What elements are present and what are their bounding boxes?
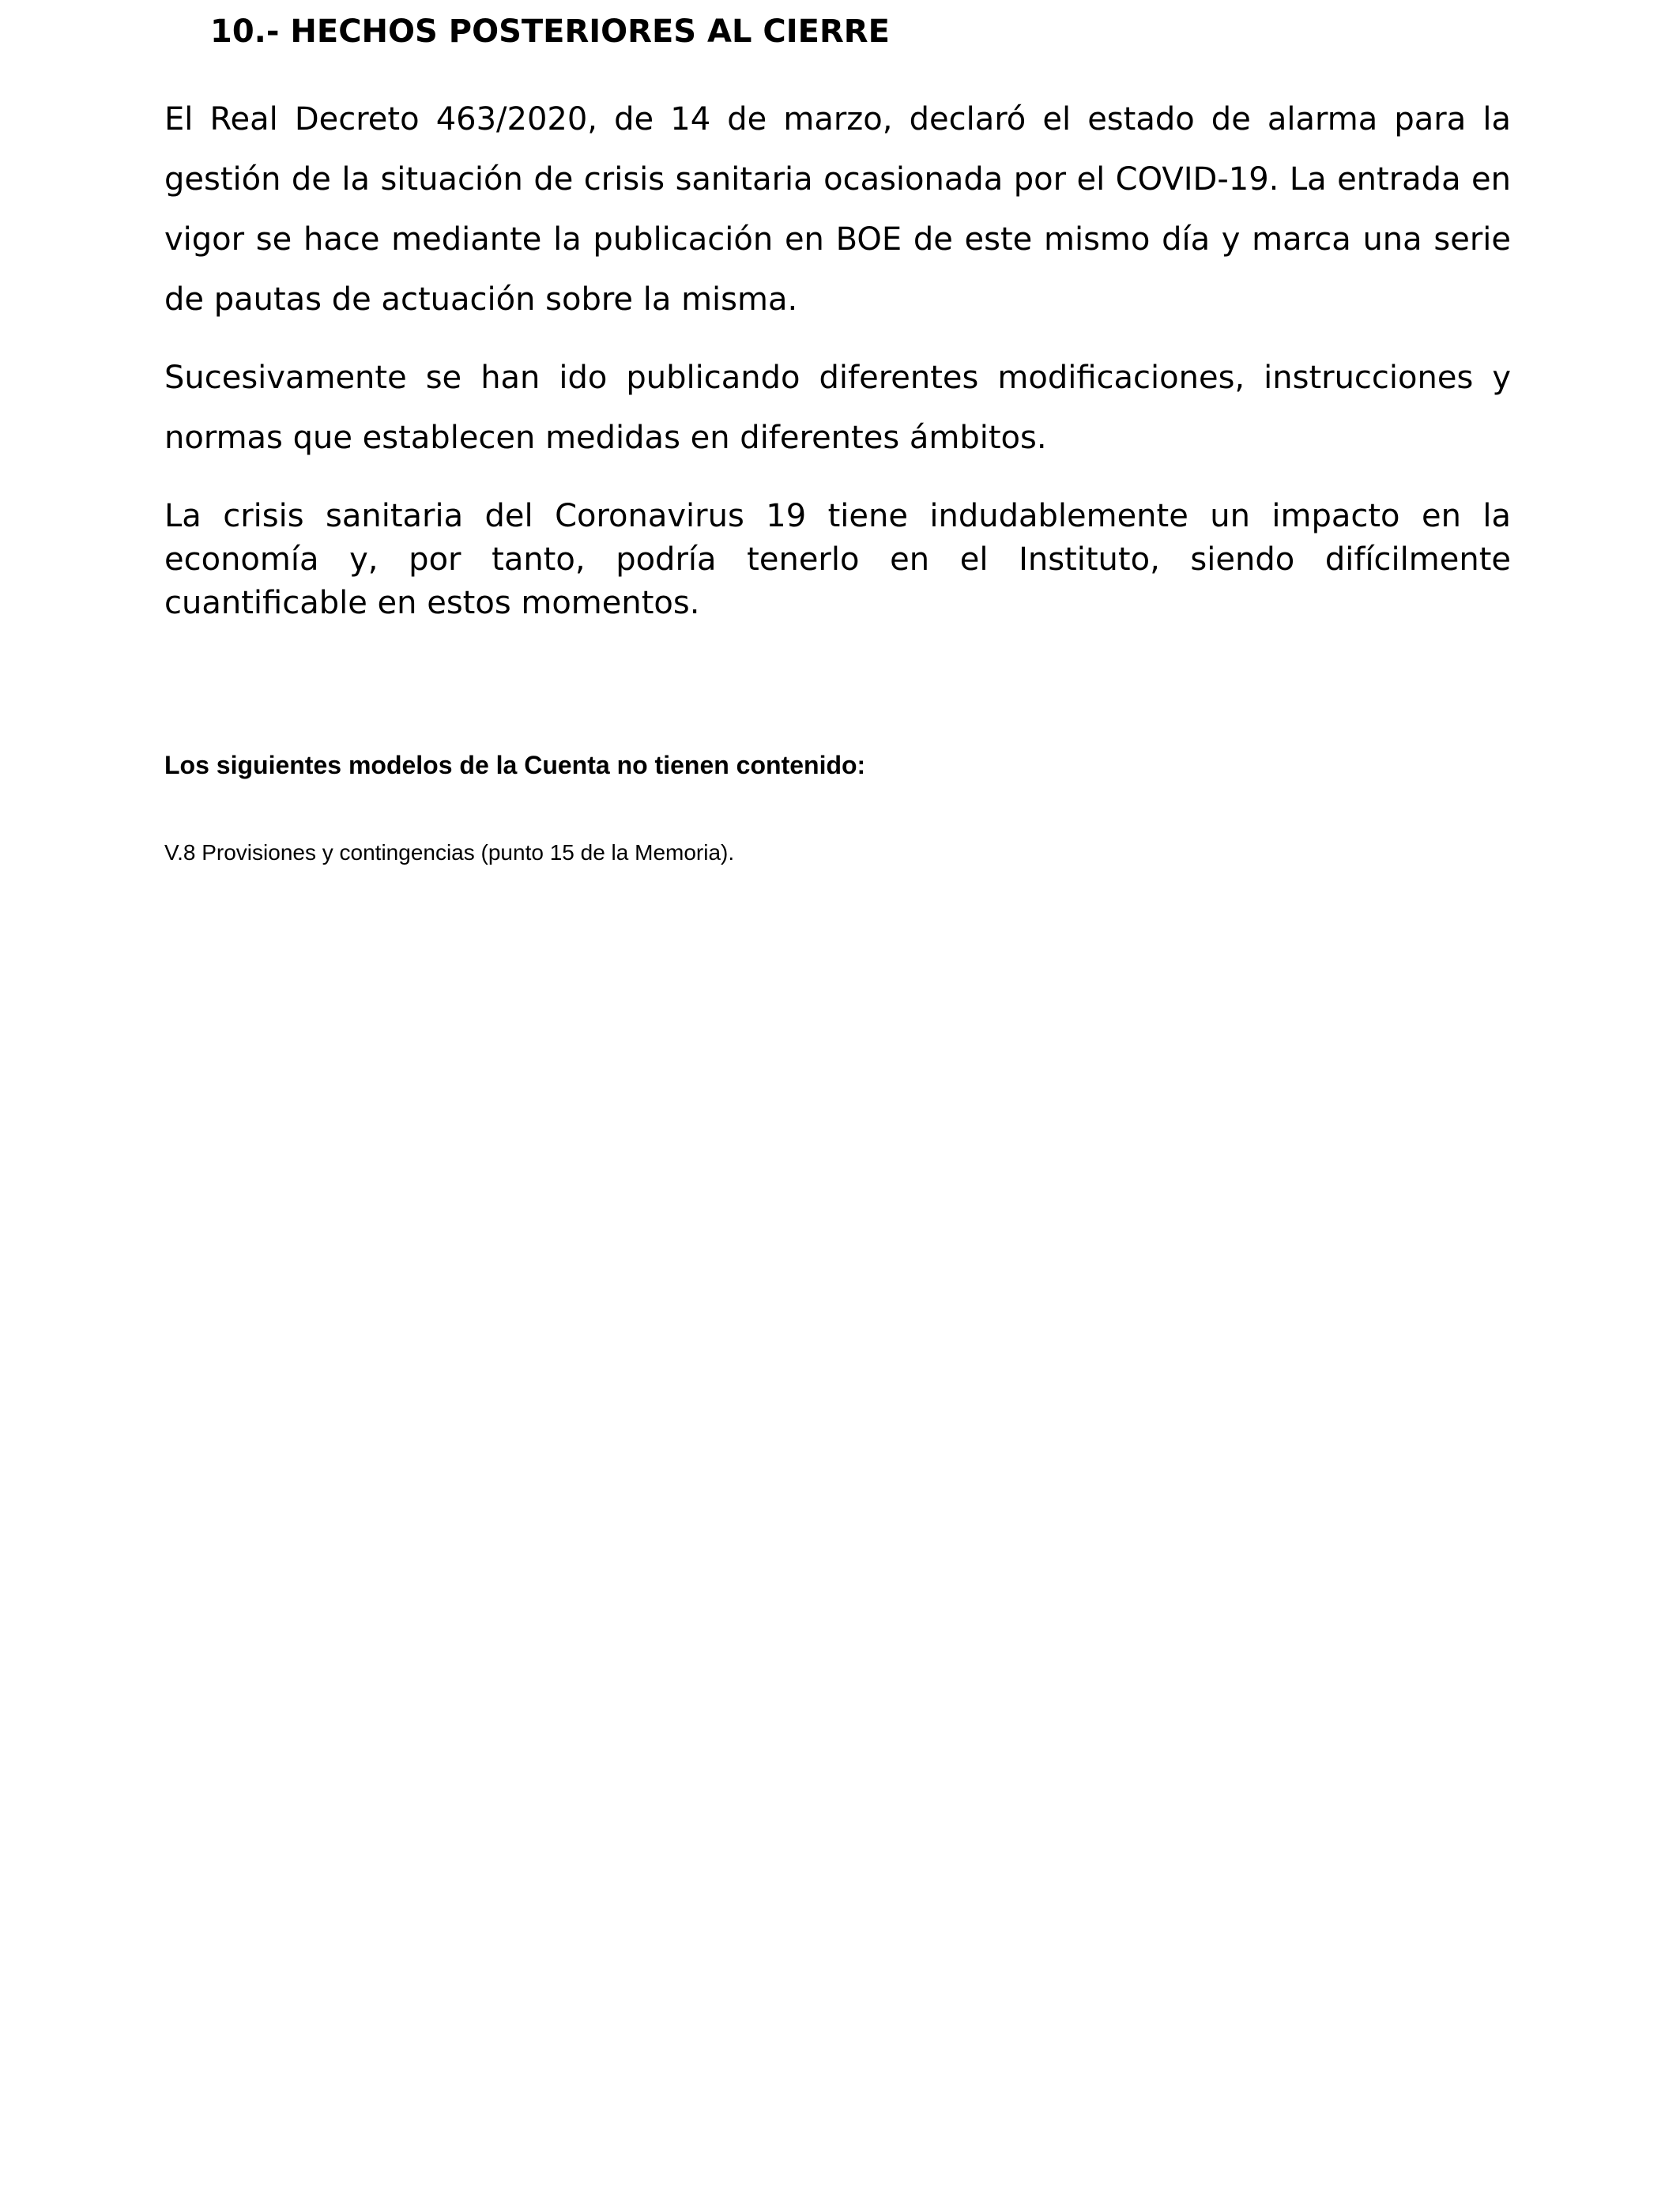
paragraph-modificaciones: Sucesivamente se han ido publicando diferentes modificaciones, instrucciones y normas que establecen medidas en diferentes ámbitos. (164, 360, 1511, 456)
paragraph-real-decreto: El Real Decreto 463/2020, de 14 de marzo, declaró el estado de alarma para la gestión de la situación de crisis sanitaria ocasionada por el COVID-19. La entrada en vigor se hace mediante la publicación en BOE de este mismo día y marca una serie de pautas de actuación sobre la misma. (164, 101, 1511, 318)
models-heading: Los siguientes modelos de la Cuenta no tienen contenido: (164, 751, 866, 779)
section-heading: 10.- HECHOS POSTERIORES AL CIERRE (210, 13, 890, 50)
paragraph-impacto-coronavirus: La crisis sanitaria del Coronavirus 19 tiene indudablemente un impacto en la economía y, por tanto, podría tenerlo en el Instituto, siendo difícilmente cuantificable en estos momentos. (164, 498, 1511, 621)
models-list-item: V.8 Provisiones y contingencias (punto 15 de la Memoria). (164, 840, 735, 865)
